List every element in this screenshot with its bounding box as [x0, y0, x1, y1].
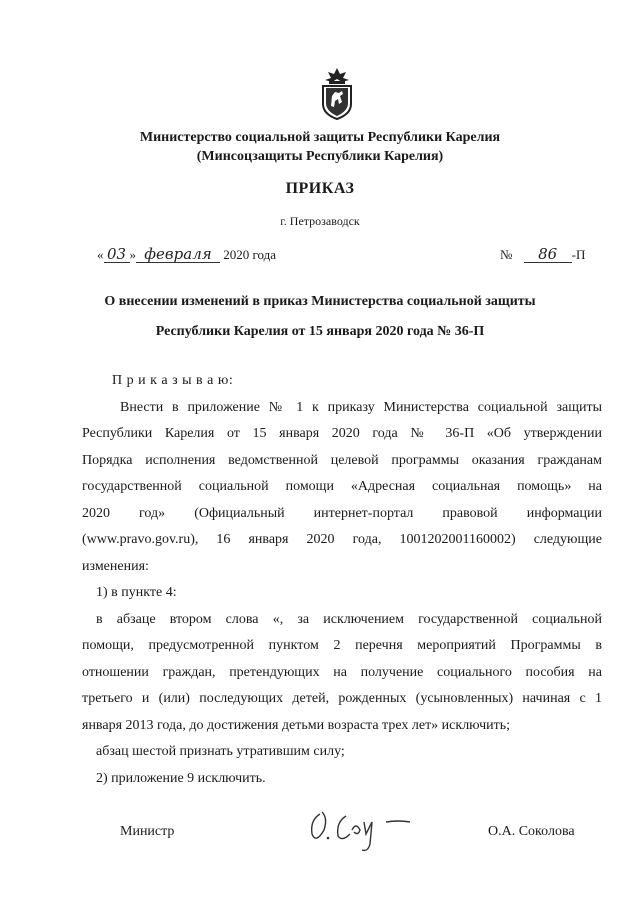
- ministry-name: Министерство социальной защиты Республики Карелия: [139, 130, 501, 145]
- number-suffix: -П: [571, 247, 586, 262]
- city-label: г. Петрозаводск: [280, 214, 360, 228]
- order-subject-line1: О внесении изменений в приказ Министерства социальной защиты: [104, 294, 536, 309]
- body-line: 2) приложение 9 исключить.: [96, 770, 266, 786]
- document-title: ПРИКАЗ: [285, 180, 355, 197]
- body-line: 1) в пункте 4:: [96, 585, 177, 600]
- number-sign: №: [500, 247, 513, 262]
- command-word: П р и к а з ы в а ю:: [112, 373, 234, 388]
- body-line: Внести в приложение № 1 к приказу Министерства социальной защиты: [120, 399, 602, 415]
- signatory-name: О.А. Соколова: [488, 824, 575, 839]
- date-year: 2020 года: [223, 247, 277, 262]
- number-value: 86: [524, 246, 572, 263]
- body-line: Республики Карелия от 15 января 2020 года № 36-П «Об утверждении: [82, 426, 602, 441]
- body-line: (www.pravo.gov.ru), 16 января 2020 года, 1001202001160002) следующие: [82, 532, 602, 547]
- coat-of-arms-emblem: [320, 66, 354, 120]
- body-line: государственной социальной помощи «Адресная социальная помощь» на: [82, 479, 602, 494]
- body-line: абзац шестой признать утратившим силу;: [96, 744, 345, 759]
- body-line: 2020 год» (Официальный интернет-портал правовой информации: [82, 505, 602, 521]
- body-line: Порядка исполнения ведомственной целевой программы оказания гражданам: [82, 452, 602, 468]
- body-line: изменения:: [82, 558, 149, 574]
- body-line: отношении граждан, претендующих на получение социального пособия на: [82, 664, 602, 680]
- handwritten-signature: [306, 800, 436, 854]
- body-line: января 2013 года, до достижения детьми возраста трех лет» исключить;: [82, 717, 511, 733]
- order-body: [82, 368, 602, 792]
- order-date: [97, 246, 276, 263]
- date-month: февраля: [136, 246, 220, 263]
- ministry-short-name: (Минсоцзащиты Республики Карелия): [196, 149, 444, 164]
- date-open-quote: «: [97, 247, 104, 262]
- body-line: в абзаце втором слова «, за исключением государственной социальной: [96, 611, 602, 627]
- signatory-position: Министр: [120, 824, 175, 839]
- order-number: [500, 246, 585, 263]
- date-day: 03: [104, 246, 130, 263]
- body-line: третьего и (или) последующих детей, рожденных (усыновленных) начиная с 1: [82, 691, 602, 706]
- order-subject-line2: Республики Карелия от 15 января 2020 года № 36-П: [155, 324, 485, 339]
- date-close-quote: »: [129, 247, 136, 262]
- body-line: помощи, предусмотренной пунктом 2 перечня мероприятий Программы в: [82, 638, 602, 653]
